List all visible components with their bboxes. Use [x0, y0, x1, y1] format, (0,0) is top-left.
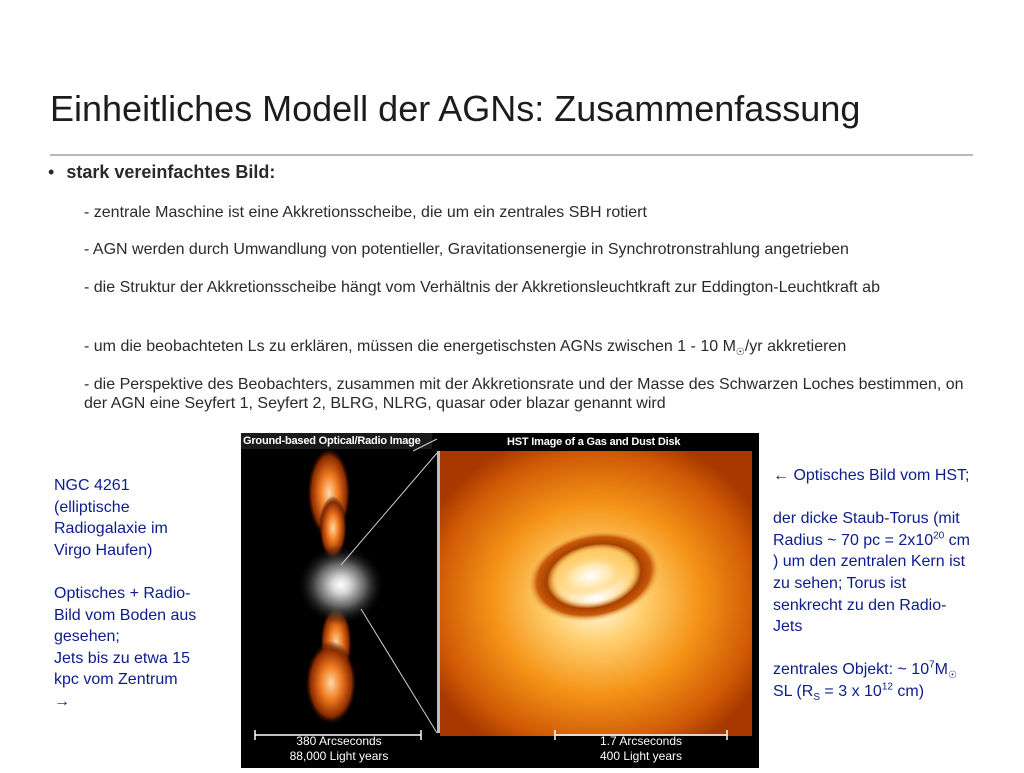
sl-exponent: 12 — [881, 681, 893, 693]
caption-line: (elliptische — [54, 498, 130, 516]
sl-value: = 3 x 10 — [819, 682, 882, 700]
hst-caption: ← Optisches Bild vom HST; — [773, 467, 970, 484]
caption-line: senkrecht zu den Radio- — [773, 596, 947, 614]
caption-line: kpc vom Zentrum — [54, 671, 178, 689]
sl-prefix: SL (R — [773, 682, 814, 700]
right-scale-label — [541, 734, 741, 764]
point-perspective: - die Perspektive des Beobachters, zusammen mit der Akkretionsrate und der Masse des Schwarzen Loches bestimmen, on der AGN eine Seyfert 1, Seyfert 2, BLRG, NLRG, quasar oder blazar genannt wird — [84, 376, 964, 412]
panel-divider — [437, 451, 440, 733]
solar-symbol: ☉ — [947, 670, 957, 682]
caption-line: Bild vom Boden aus — [54, 606, 197, 624]
left-caption — [54, 475, 234, 713]
left-scale-label — [241, 734, 437, 764]
caption-line: ) um den zentralen Kern ist — [773, 553, 966, 571]
right-scale-lightyears: 400 Light years — [599, 749, 683, 763]
caption-line: NGC 4261 — [54, 477, 130, 494]
point-energy: - AGN werden durch Umwandlung von potentieller, Gravitationsenergie in Synchrotronstrahlung angetrieben — [84, 241, 849, 258]
caption-line: Optisches + Radio- — [54, 584, 191, 602]
title-divider — [50, 154, 973, 156]
solar-symbol: ☉ — [735, 347, 745, 359]
caption-line — [773, 530, 1013, 552]
central-object-line — [773, 659, 1013, 681]
left-scale-arcsec: 380 Arcseconds — [296, 734, 382, 748]
central-object-text: zentrales Objekt: ~ 10 — [773, 661, 930, 679]
galaxy-core — [297, 545, 385, 625]
right-panel-title: HST Image of a Gas and Dust Disk — [507, 436, 681, 448]
arrow-right-icon: → — [54, 692, 70, 710]
sl-subscript: S — [813, 692, 820, 704]
schwarzschild-line — [773, 681, 1013, 703]
bullet-text: stark vereinfachtes Bild: — [66, 162, 276, 182]
torus-radius-text: Radius ~ 70 pc = 2x10 — [773, 531, 934, 549]
caption-line: zu sehen; Torus ist — [773, 574, 907, 592]
left-scale-lightyears: 88,000 Light years — [289, 749, 389, 763]
right-scale-arcsec: 1.7 Arcseconds — [599, 734, 683, 748]
mass-unit: M — [934, 661, 948, 679]
point-machine: - zentrale Maschine ist eine Akkretionsscheibe, die um ein zentrales SBH rotiert — [84, 204, 647, 221]
accretion-text-end: /yr akkretieren — [744, 338, 847, 355]
caption-line: Radiogalaxie im — [54, 520, 168, 538]
bullet-marker: • — [48, 162, 55, 182]
ngc4261-composite-image — [241, 433, 759, 768]
slide-title: Einheitliches Modell der AGNs: Zusammenfassung — [50, 88, 861, 129]
point-accretion — [84, 337, 974, 359]
mass-exponent: 7 — [929, 660, 935, 672]
torus-exponent: 20 — [933, 530, 945, 542]
torus-unit: cm — [944, 531, 971, 549]
left-panel-title: Ground-based Optical/Radio Image — [243, 435, 421, 447]
caption-line: Jets — [773, 618, 803, 636]
caption-line: Virgo Haufen) — [54, 541, 153, 559]
point-structure: - die Struktur der Akkretionsscheibe hängt vom Verhältnis der Akkretionsleuchtkraft zur Eddington-Leuchtkraft ab — [84, 279, 880, 296]
galaxy-image — [241, 433, 759, 768]
accretion-text-start: - um die beobachteten Ls zu erklären, müssen die energetischsten AGNs zwischen 1 - 10 M — [84, 338, 736, 355]
right-caption — [773, 465, 1013, 703]
main-bullet — [48, 162, 275, 183]
caption-line: der dicke Staub-Torus (mit — [773, 510, 960, 528]
sl-unit: cm) — [892, 682, 925, 700]
caption-line: Jets bis zu etwa 15 — [54, 649, 191, 667]
caption-line: gesehen; — [54, 628, 120, 646]
